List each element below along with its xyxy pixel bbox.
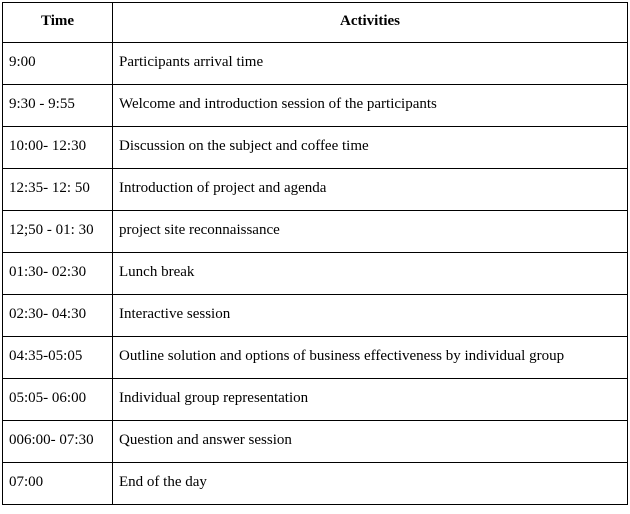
activity-cell: Lunch break [113, 253, 628, 295]
table-row [3, 85, 628, 127]
table-row [3, 211, 628, 253]
time-cell: 12;50 - 01: 30 [3, 211, 113, 253]
schedule-table [2, 2, 628, 505]
table-row [3, 337, 628, 379]
activity-cell: Discussion on the subject and coffee time [113, 127, 628, 169]
activity-cell: Participants arrival time [113, 43, 628, 85]
activity-cell: Outline solution and options of business effectiveness by individual group [113, 337, 628, 379]
table-row [3, 463, 628, 505]
time-cell: 12:35- 12: 50 [3, 169, 113, 211]
time-cell: 10:00- 12:30 [3, 127, 113, 169]
table-row [3, 127, 628, 169]
activity-cell: Introduction of project and agenda [113, 169, 628, 211]
time-cell: 02:30- 04:30 [3, 295, 113, 337]
activity-cell: Interactive session [113, 295, 628, 337]
table-row [3, 169, 628, 211]
time-cell: 05:05- 06:00 [3, 379, 113, 421]
activity-cell: project site reconnaissance [113, 211, 628, 253]
time-cell: 01:30- 02:30 [3, 253, 113, 295]
header-activities: Activities [113, 3, 628, 43]
header-time: Time [3, 3, 113, 43]
activity-cell: Welcome and introduction session of the participants [113, 85, 628, 127]
table-row [3, 421, 628, 463]
activity-cell: End of the day [113, 463, 628, 505]
table-row [3, 295, 628, 337]
time-cell: 07:00 [3, 463, 113, 505]
table-row [3, 43, 628, 85]
time-cell: 9:00 [3, 43, 113, 85]
time-cell: 9:30 - 9:55 [3, 85, 113, 127]
time-cell: 006:00- 07:30 [3, 421, 113, 463]
time-cell: 04:35-05:05 [3, 337, 113, 379]
table-header-row [3, 3, 628, 43]
activity-cell: Individual group representation [113, 379, 628, 421]
activity-cell: Question and answer session [113, 421, 628, 463]
table-row [3, 253, 628, 295]
table-row [3, 379, 628, 421]
